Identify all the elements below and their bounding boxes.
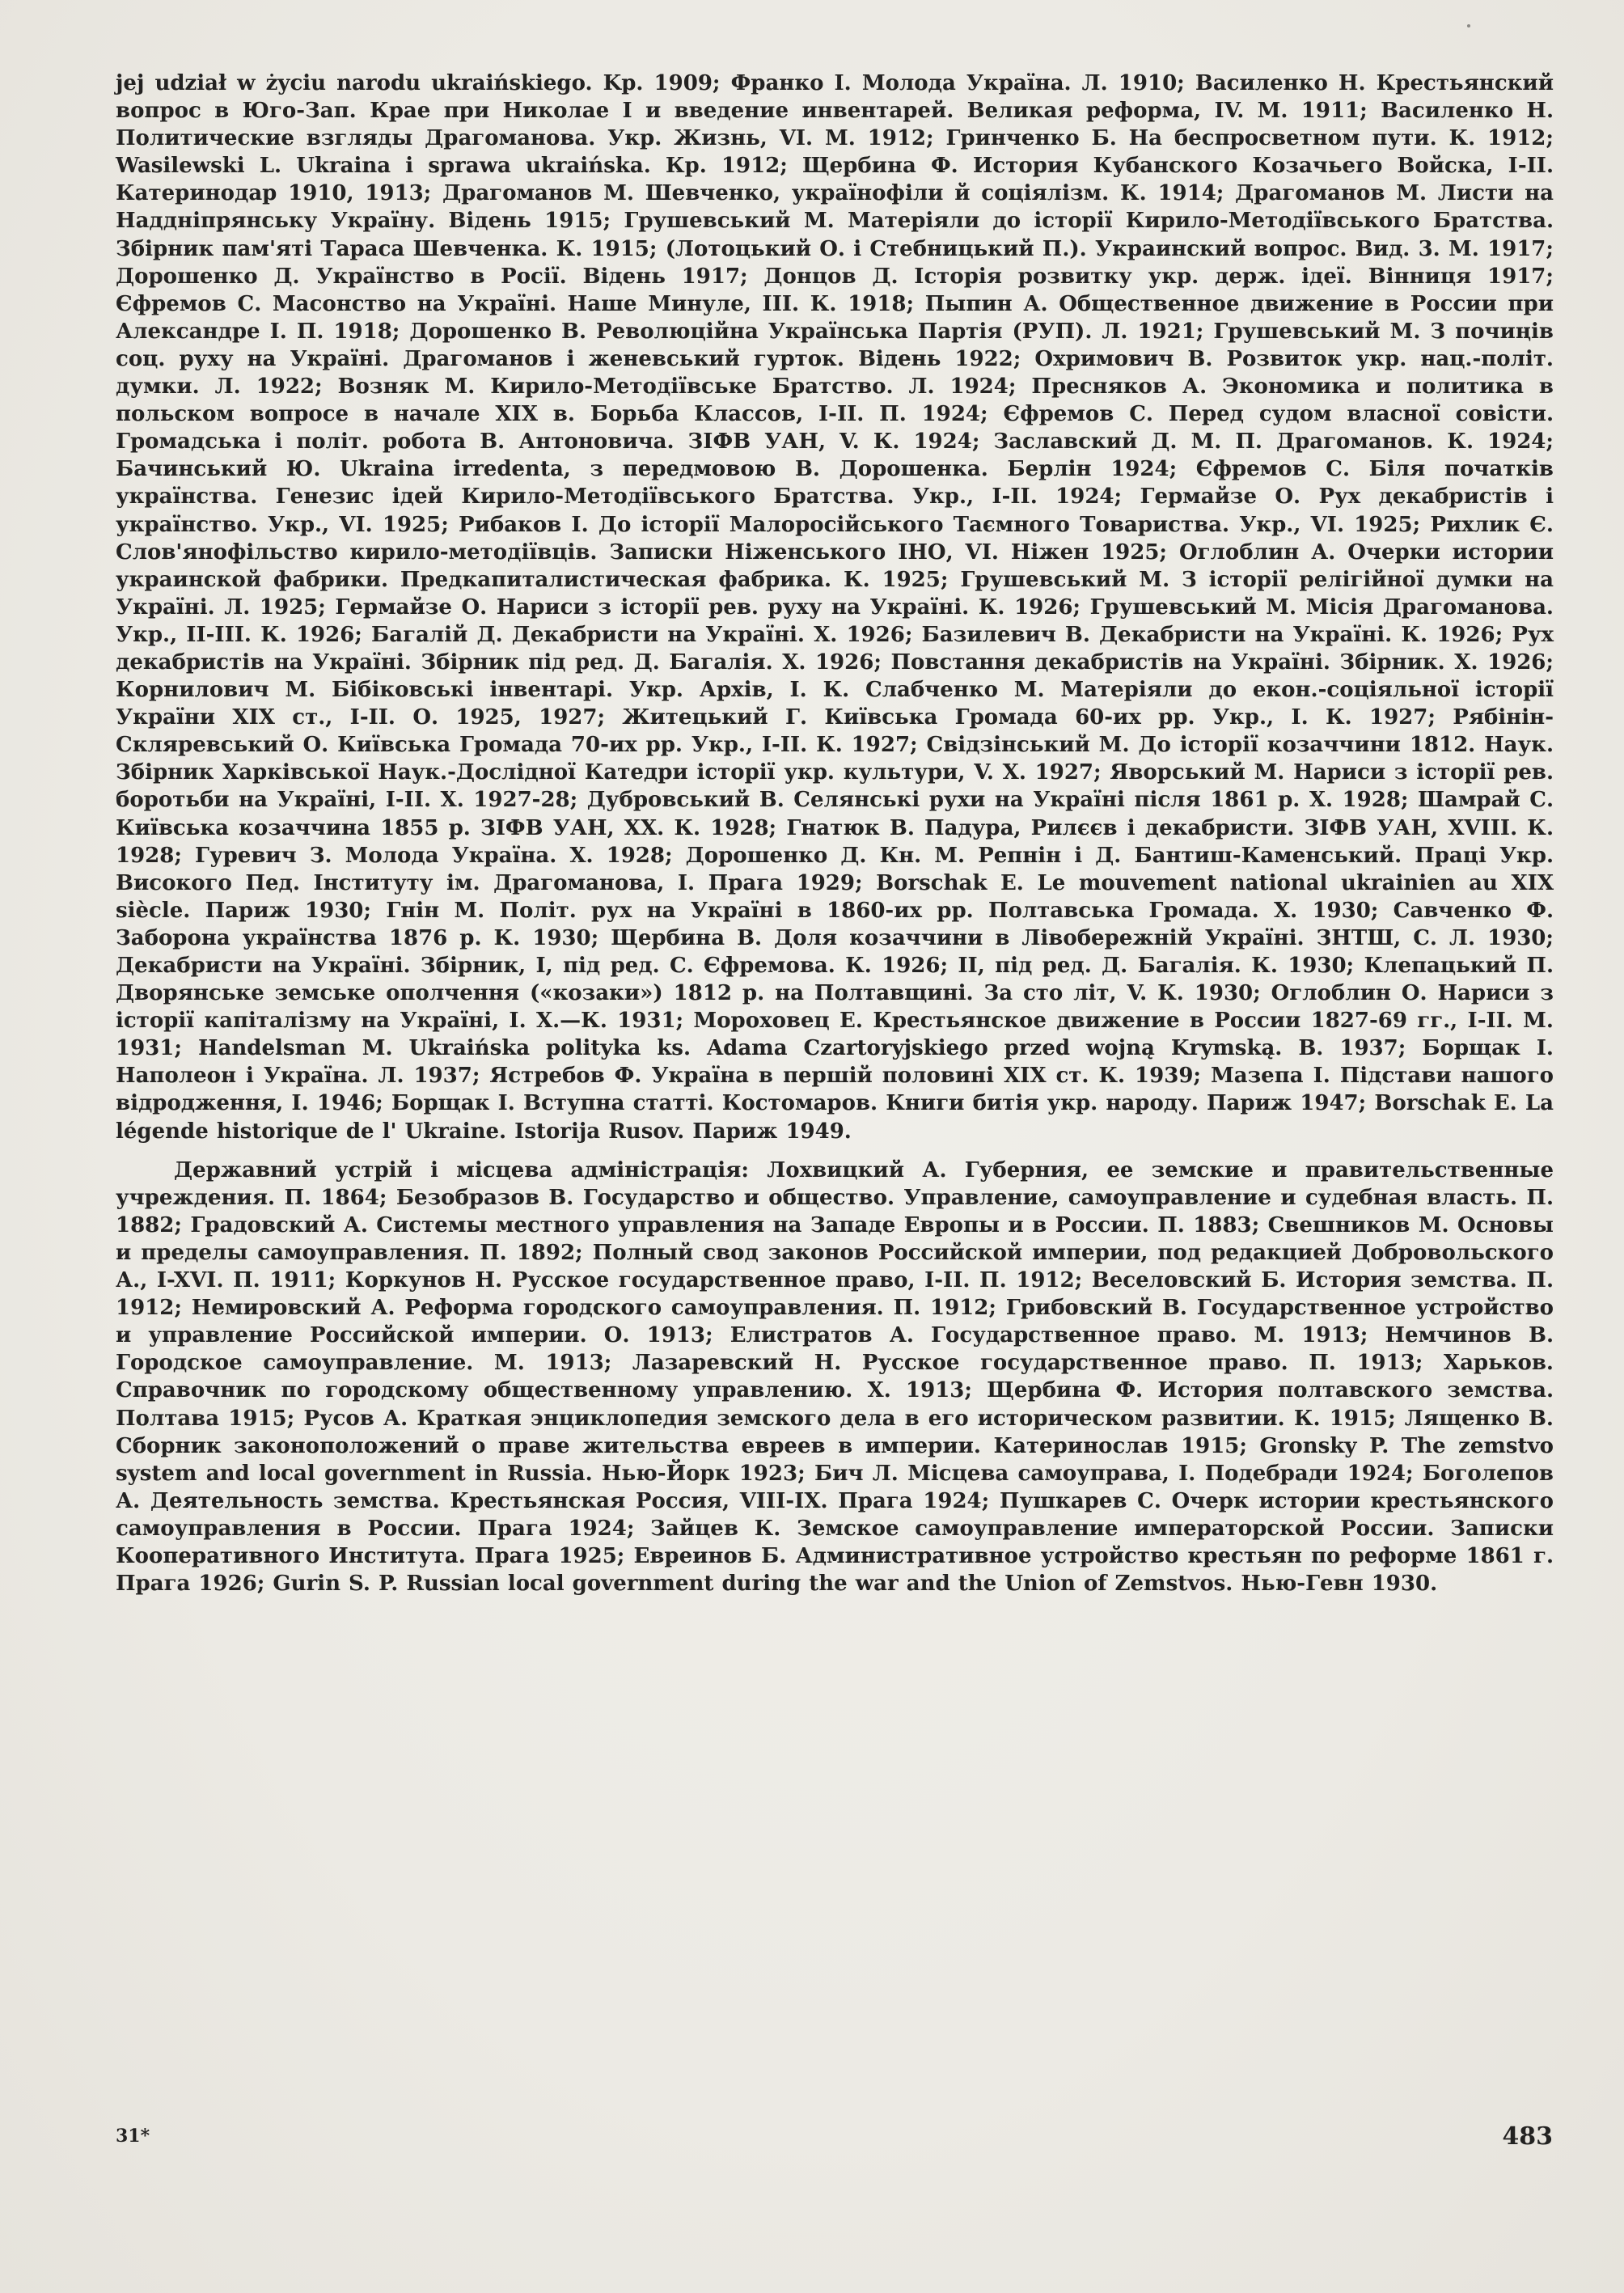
bibliography-text [116,70,1554,1597]
printer-signature: 31* [116,2126,150,2147]
state-administration-paragraph: Державний устрій і місцева адміністрація: Лохвицкий А. Губерния, ее земские и правительственные учреждения. П. 1864; Безобразов В. Государство и общество. Управление, самоуправление и судебная власть. П. 1882; Градовский А. Системы местного управления на Западе Европы и в России. П. 1883; Свешников М. Основы и пределы самоуправления. П. 1892; Полный свод законов Российской империи, под редакцией Добровольского А., I-XVI. П. 1911; Коркунов Н. Русское государственное право, I-II. П. 1912; Веселовский Б. История земства. П. 1912; Немировский А. Реформа городского самоуправления. П. 1912; Грибовский В. Государственное устройство и управление Российской империи. О. 1913; Елистратов А. Государственное право. М. 1913; Немчинов В. Городское самоуправление. М. 1913; Лазаревский Н. Русское государственное право. П. 1913; Харьков. Справочник по городскому общественному управлению. Х. 1913; Щербина Ф. История полтавского земства. Полтава 1915; Русов А. Краткая энциклопедия земского дела в его историческом развитии. К. 1915; Лященко В. Сборник законоположений о праве жительства евреев в империи. Катеринослав 1915; Gronsky P. The zemstvo system and local government in Russia. Нью-Йорк 1923; Бич Л. Місцева самоуправа, I. Подебради 1924; Боголепов А. Деятельность земства. Крестьянская Россия, VIII-IX. Прага 1924; Пушкарев С. Очерк истории крестьянского самоуправления в России. Прага 1924; Зайцев К. Земское самоуправление императорской России. Записки Кооперативного Института. Прага 1925; Евреинов Б. Административное устройство крестьян по реформе 1861 г. Прага 1926; Gurin S. P. Russian local government during the war and the Union of Zemstvos. Нью-Гевн 1930. [116,1157,1554,1597]
page-number: 483 [1502,2122,1553,2151]
bibliography-paragraph: jej udział w życiu narodu ukraińskiego. Kр. 1909; Франко І. Молода Україна. Л. 1910; Василенко Н. Крестьянский вопрос в Юго-Зап. Крае при Николае I и введение инвентарей. Великая реформа, IV. М. 1911; Василенко Н. Политические взгляды Драгоманова. Укр. Жизнь, VI. М. 1912; Гринченко Б. На беспросветном пути. К. 1912; Wasilewski L. Ukraina i sprawa ukraińska. Кр. 1912; Щербина Ф. История Кубанского Козачьего Войска, I-II. Катеринодар 1910, 1913; Драгоманов М. Шевченко, українофіли й соціялізм. К. 1914; Драгоманов М. Листи на Наддніпрянську Україну. Відень 1915; Грушевський М. Матеріяли до історії Кирило-Методіївського Братства. Збірник пам'яті Тараса Шевченка. К. 1915; (Лотоцький О. і Стебницький П.). Украинский вопрос. Вид. 3. М. 1917; Дорошенко Д. Українство в Росії. Відень 1917; Донцов Д. Історія розвитку укр. держ. ідеї. Вінниця 1917; Єфремов С. Масонство на Україні. Наше Минуле, III. К. 1918; Пыпин А. Общественное движение в России при Александре I. П. 1918; Дорошенко В. Революційна Українська Партія (РУП). Л. 1921; Грушевський М. З почиңів соц. руху на Україні. Драгоманов і женевський гурток. Відень 1922; Охримович В. Розвиток укр. нац.-політ. думки. Л. 1922; Возняк М. Кирило-Методіївське Братство. Л. 1924; Пресняков А. Экономика и политика в польском вопросе в начале XIX в. Борьба Классов, I-II. П. 1924; Єфремов С. Перед судом власної совісти. Громадська і політ. робота В. Антоновича. ЗІФВ УАН, V. К. 1924; Заславский Д. М. П. Драгоманов. К. 1924; Бачинський Ю. Ukraina irredenta, з передмовою В. Дорошенка. Берлін 1924; Єфремов С. Біля початків українства. Генезис ідей Кирило-Методіївського Братства. Укр., I-II. 1924; Гермайзе О. Рух декабристів і українство. Укр., VI. 1925; Рибаков І. До історії Малоросійського Таємного Товариства. Укр., VI. 1925; Рихлик Є. Слов'янофільство кирило-методіївців. Записки Ніженського ІНО, VI. Ніжен 1925; Оглоблин А. Очерки истории украинской фабрики. Предкапиталистическая фабрика. К. 1925; Грушевський М. З історії релігійної думки на Україні. Л. 1925; Гермайзе О. Нариси з історії рев. руху на Україні. К. 1926; Грушевський М. Місія Драгоманова. Укр., II-III. К. 1926; Багалій Д. Декабристи на Україні. Х. 1926; Базилевич В. Декабристи на Україні. К. 1926; Рух декабристів на Україні. Збірник під ред. Д. Багалія. Х. 1926; Повстання декабристів на Україні. Збірник. Х. 1926; Корнилович М. Бібіковські інвентарі. Укр. Архів, I. К. Слабченко М. Матеріяли до екон.-соціяльної історії України XIX ст., I-II. О. 1925, 1927; Житецький Г. Київська Громада 60-их рр. Укр., I. К. 1927; Рябінін-Скляревський О. Київська Громада 70-их рр. Укр., I-II. К. 1927; Свідзінський М. До історії козаччини 1812. Наук. Збірник Харківської Наук.-Дослідної Катедри історії укр. культури, V. Х. 1927; Яворський М. Нариси з історії рев. боротьби на Україні, I-II. Х. 1927-28; Дубровський В. Селянські рухи на Україні після 1861 р. Х. 1928; Шамрай С. Київська козаччина 1855 р. ЗІФВ УАН, XX. К. 1928; Гнатюк В. Падура, Рилєєв і декабристи. ЗІФВ УАН, XVIII. К. 1928; Гуревич З. Молода Україна. Х. 1928; Дорошенко Д. Кн. М. Репнін і Д. Бантиш-Каменський. Праці Укр. Високого Пед. Інституту ім. Драгоманова, I. Прага 1929; Borschak E. Le mouvement national ukrainien au XIX siècle. Париж 1930; Гнін М. Політ. рух на Україні в 1860-их рр. Полтавська Громада. Х. 1930; Савченко Ф. Заборона українства 1876 р. К. 1930; Щербина В. Доля козаччини в Лівобережній Україні. ЗНТШ, С. Л. 1930; Декабристи на Україні. Збірник, I, під ред. С. Єфремова. К. 1926; II, під ред. Д. Багалія. К. 1930; Клепацький П. Дворянське земське ополчення («козаки») 1812 р. на Полтавщині. За сто літ, V. К. 1930; Оглоблин О. Нариси з історії капіталізму на Україні, I. Х.—К. 1931; Мороховец Е. Крестьянское движение в России 1827-69 гг., I-II. М. 1931; Handelsman M. Ukraińska polityka ks. Adama Czartoryjskiego przed wojną Krymską. В. 1937; Борщак І. Наполеон і Україна. Л. 1937; Ястребов Ф. Україна в першій половині XIX ст. К. 1939; Мазепа І. Підстави нашого відродження, I. 1946; Борщак І. Вступна статті. Костомаров. Книги битія укр. народу. Париж 1947; Borschak E. La légende historique de l' Ukraine. Istorija Rusov. Париж 1949. [116,71,1554,1144]
paper-speck [1467,24,1470,27]
